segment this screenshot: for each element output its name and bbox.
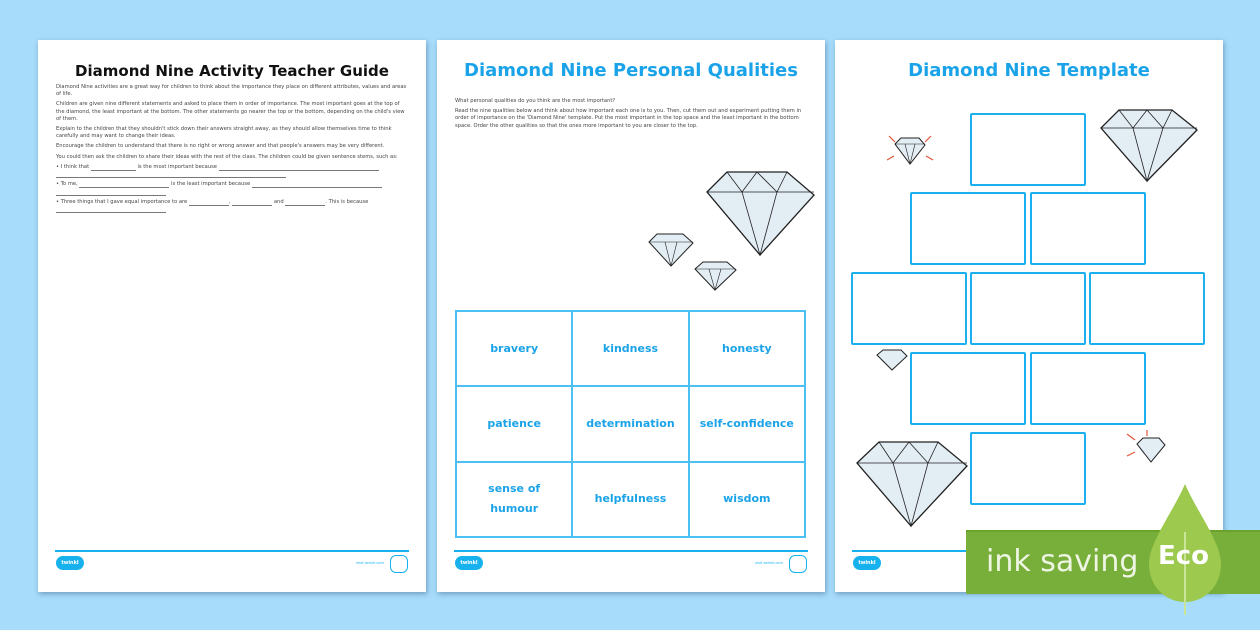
diamond-icon <box>693 260 739 292</box>
template-box <box>851 272 967 345</box>
quality-card: bravery <box>456 311 572 386</box>
eco-label: Eco <box>1158 541 1210 571</box>
footer-divider <box>454 550 808 552</box>
quality-card: sense of humour <box>456 462 572 537</box>
template-box <box>1089 272 1205 345</box>
page-title: Diamond Nine Template <box>908 60 1150 81</box>
diamond-icon <box>853 438 973 528</box>
paragraph: Children are given nine different statements and asked to place them in order of importance. The most important goes at the top of the diamond, the least important at the bottom. The other statements go nearer the top or the bottom, depending on the child's view of them. <box>56 101 405 122</box>
quality-card: kindness <box>572 311 688 386</box>
footer-link: visit twinkl.com <box>754 561 783 565</box>
eco-ink-icon <box>390 555 408 573</box>
paragraph: Encourage the children to understand that there is no right or wrong answer and that people's answers may be very different. <box>56 143 385 150</box>
sparkling-diamond-icon <box>885 132 935 172</box>
template-box <box>970 113 1086 186</box>
template-box <box>970 272 1086 345</box>
quality-card: self-confidence <box>689 386 805 461</box>
twinkl-logo: twinkl <box>853 556 881 570</box>
quality-card: helpfulness <box>572 462 688 537</box>
twinkl-logo: twinkl <box>56 556 84 570</box>
quality-card: honesty <box>689 311 805 386</box>
sentence-stem: • Three things that I gave equal importance to are , and . This is because <box>56 199 408 213</box>
sparkling-diamond-icon <box>1123 428 1173 468</box>
diamond-icon <box>1097 106 1202 184</box>
footer-link: visit twinkl.com <box>355 561 384 565</box>
quality-card: patience <box>456 386 572 461</box>
diamond-icon <box>875 348 909 372</box>
paragraph: Diamond Nine activities are a great way for children to think about the importance they place on different attributes, values and areas of life. <box>56 84 407 98</box>
quality-card: determination <box>572 386 688 461</box>
footer-divider <box>55 550 409 552</box>
instructions-text: Read the nine qualities below and think about how important each one is to you. Then, cut them out and experiment putting them in order of importance on the 'Diamond Nine' template. Put the most important in the top space and the least important in the bottom space. Order the other qualities so that the ones more important to you are closer to the top. <box>455 108 802 129</box>
template-box <box>1030 192 1146 265</box>
template-box <box>1030 352 1146 425</box>
template-box <box>910 192 1026 265</box>
diamond-icon <box>647 232 697 268</box>
guide-text <box>56 84 408 216</box>
question: What personal qualities do you think are the most important? <box>455 98 616 104</box>
qualities-grid <box>455 310 806 538</box>
badge-text: ink saving <box>986 544 1139 579</box>
sentence-stem: • To me, is the least important because <box>56 181 408 195</box>
twinkl-logo: twinkl <box>455 556 483 570</box>
paragraph: Explain to the children that they shouldn't stick down their answers straight away, as they should allow themselves time to think carefully and may want to change their ideas. <box>56 126 392 140</box>
paragraph: You could then ask the children to share their ideas with the rest of the class. The children could be given sentence stems, such as: <box>56 153 398 160</box>
template-box <box>970 432 1086 505</box>
page-title: Diamond Nine Personal Qualities <box>464 60 798 81</box>
page-title: Diamond Nine Activity Teacher Guide <box>75 62 389 80</box>
personal-qualities-page <box>437 40 825 592</box>
quality-card: wisdom <box>689 462 805 537</box>
diamond-icon <box>702 167 822 257</box>
teacher-guide-page <box>38 40 426 592</box>
template-box <box>910 352 1026 425</box>
sentence-stem: • I think that is the most important because <box>56 164 408 178</box>
eco-ink-icon <box>789 555 807 573</box>
instructions <box>455 98 807 133</box>
